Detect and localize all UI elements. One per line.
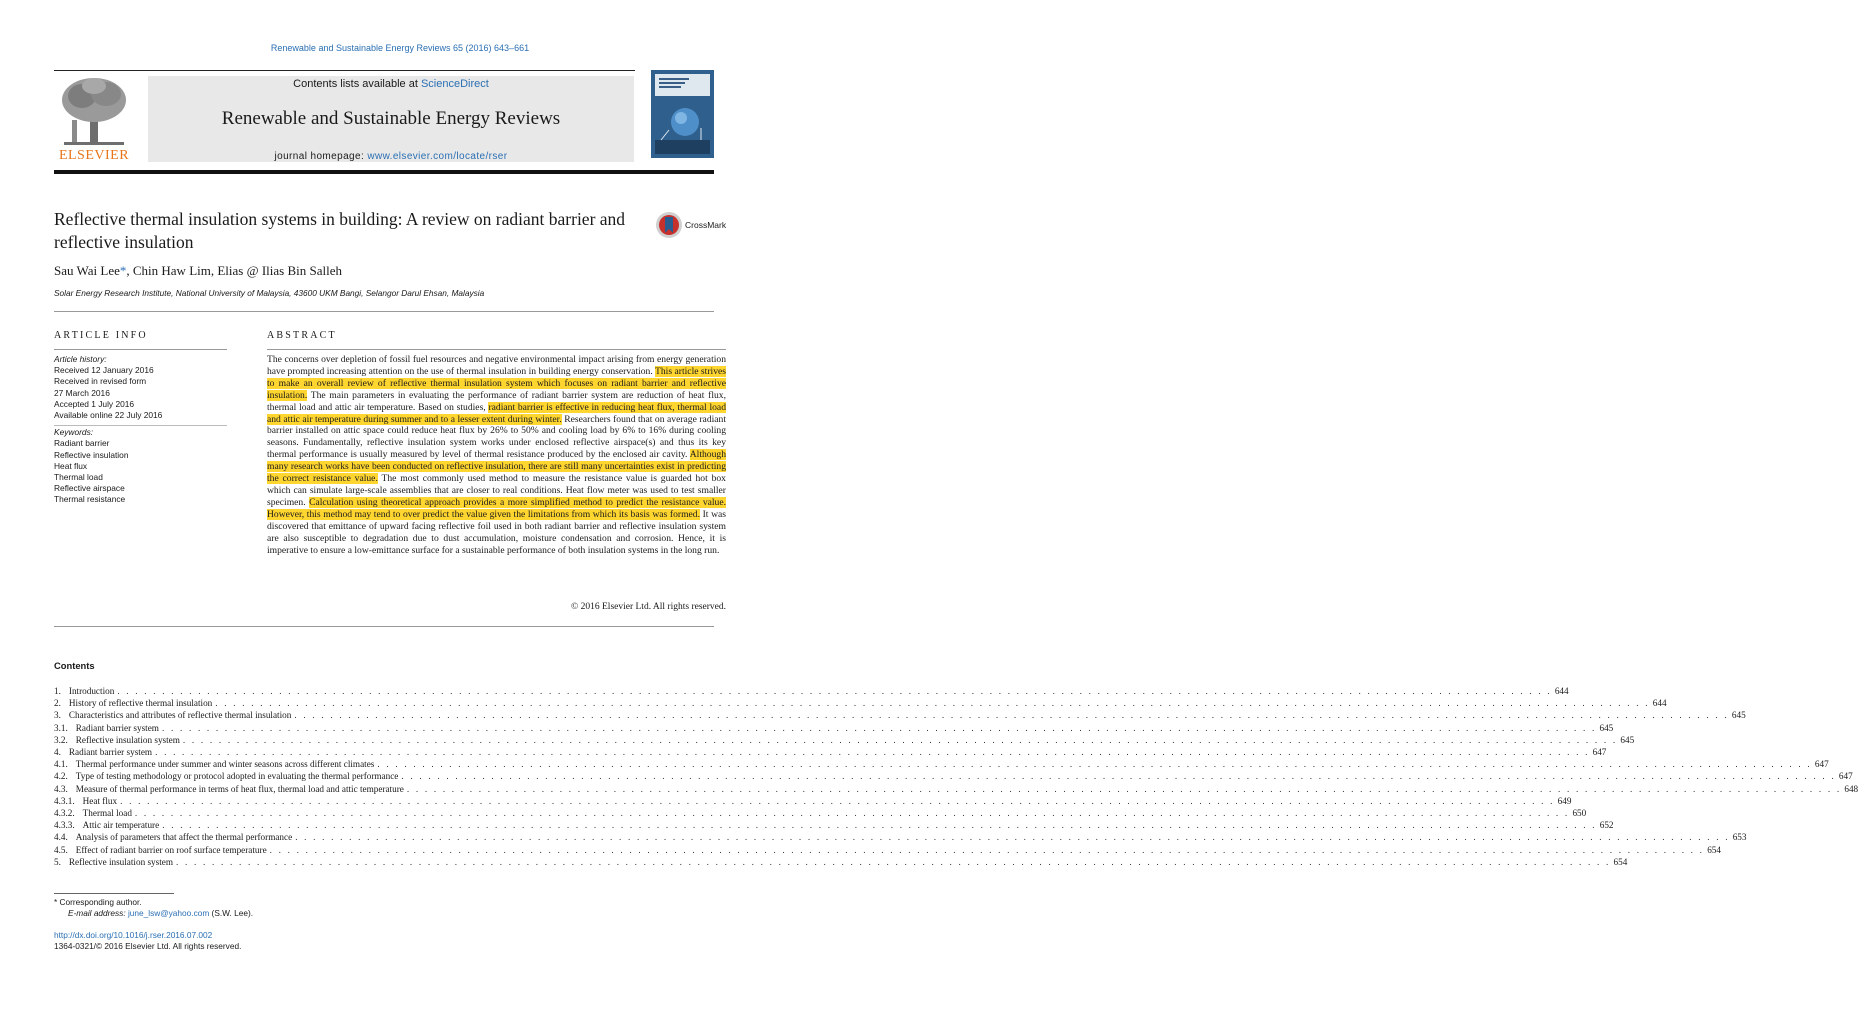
contents-heading: Contents <box>54 660 95 671</box>
crossmark-label: CrossMark <box>685 220 727 230</box>
toc-number: 4.2. <box>54 771 68 782</box>
crossmark-badge[interactable] <box>654 210 734 240</box>
corresponding-mark[interactable]: * <box>119 263 127 278</box>
abstract-passage: Researchers found that on average radiant barrier installed on attic space could reduce heat flux by 26% to 50% and cooling load by 6% to 16% during cooling seasons. Fundamentally, reflective insulation system works under enclosed reflective airspace(s) and thus its key thermal performance is usually measured by level of thermal resistance produced by the enclosed air cavity. <box>267 413 726 461</box>
toc-entry[interactable] <box>54 771 1853 783</box>
history-item: Available online 22 July 2016 <box>54 410 163 421</box>
toc-entry[interactable] <box>54 820 1614 832</box>
contents-prefix: Contents lists available at <box>293 78 421 90</box>
divider <box>54 626 714 627</box>
abstract-copyright: © 2016 Elsevier Ltd. All rights reserved. <box>571 602 726 612</box>
toc-page-number: 653 <box>1732 832 1747 843</box>
history-item: Accepted 1 July 2016 <box>54 398 135 409</box>
toc-leader-dots: . . . . . . . . . . . . . . . . . . . . . . . . . . . . . . . . . . . . . . . . . . . . . . . . . . . . . . . . . . . . . . . . . . . . . . . . . . . . . . . . . . . . . . . . . . . . . . . . . . . . . . . . . . . . . . . . . . . . . . . . . . . . . . . . . . . . . . . . . . . . . . . . . . . . . . . . . . . . . . . . <box>155 747 1590 757</box>
toc-leader-dots: . . . . . . . . . . . . . . . . . . . . . . . . . . . . . . . . . . . . . . . . . . . . . . . . . . . . . . . . . . . . . . . . . . . . . . . . . . . . . . . . . . . . . . . . . . . . . . . . . . . . . . . . . . . . . . . . . . . . . . . . . . . . . . . . . . . . . . . . . . . . . . . . . . . . . . . . . . . . . . . . <box>215 698 1650 709</box>
toc-label: Analysis of parameters that affect the thermal performance <box>75 832 293 843</box>
keyword: Reflective airspace <box>54 483 125 494</box>
header-divider <box>54 70 635 71</box>
toc-leader-dots: . . . . . . . . . . . . . . . . . . . . . . . . . . . . . . . . . . . . . . . . . . . . . . . . . . . . . . . . . . . . . . . . . . . . . . . . . . . . . . . . . . . . . . . . . . . . . . . . . . . . . . . . . . . . . . . . . . . . . . . . . . . . . . . . . . . . . . . . . . . . . . . . . . . . . . . . . . . . . . . . <box>176 856 1611 867</box>
footnote-divider <box>54 893 174 894</box>
highlighted-passage: radiant barrier is effective in reducing heat flux, thermal load and attic air temperature during summer and to a lesser extent during winter. <box>267 401 726 425</box>
toc-label: History of reflective thermal insulation <box>68 698 213 709</box>
toc-leader-dots: . . . . . . . . . . . . . . . . . . . . . . . . . . . . . . . . . . . . . . . . . . . . . . . . . . . . . . . . . . . . . . . . . . . . . . . . . . . . . . . . . . . . . . . . . . . . . . . . . . . . . . . . . . . . . . . . . . . . . . . . . . . . . . . . . . . . . . . . . . . . . . . . . . . . . . . . . . . . . . . . <box>120 795 1555 806</box>
header-thick-divider <box>54 170 714 174</box>
author-primary: Sau Wai Lee <box>54 263 120 278</box>
toc-page-number: 644 <box>1652 698 1667 709</box>
toc-leader-dots: . . . . . . . . . . . . . . . . . . . . . . . . . . . . . . . . . . . . . . . . . . . . . . . . . . . . . . . . . . . . . . . . . . . . . . . . . . . . . . . . . . . . . . . . . . . . . . . . . . . . . . . . . . . . . . . . . . . . . . . . . . . . . . . . . . . . . . . . . . . . . . . . . . . . . . . . . . . . . . . . <box>134 808 1570 818</box>
highlighted-passage: Although many research works have been conducted on reflective insulation, there are still many uncertainties exist in predicting the correct resistance value. <box>267 449 726 485</box>
toc-number: 3.2. <box>54 734 68 745</box>
toc-entry[interactable] <box>54 844 1721 857</box>
publisher-logo-text: ELSEVIER <box>58 148 130 163</box>
homepage-prefix: journal homepage: <box>274 151 368 162</box>
toc-label: Thermal performance under summer and winter seasons across different climates <box>75 759 375 770</box>
toc-number: 2. <box>54 698 61 709</box>
affiliation: Solar Energy Research Institute, National University of Malaysia, 43600 UKM Bangi, Selangor Darul Ehsan, Malaysia <box>54 288 485 298</box>
sciencedirect-link[interactable]: ScienceDirect <box>420 78 489 90</box>
footnote-mark: * <box>54 897 58 907</box>
doi-link[interactable]: http://dx.doi.org/10.1016/j.rser.2016.07.002 <box>54 930 213 940</box>
toc-page-number: 647 <box>1814 759 1829 770</box>
journal-citation[interactable]: Renewable and Sustainable Energy Reviews 65 (2016) 643–661 <box>270 43 530 53</box>
toc-entry[interactable] <box>54 698 1667 710</box>
keyword: Thermal load <box>54 472 103 483</box>
divider <box>54 425 227 426</box>
toc-page-number: 644 <box>1554 686 1569 696</box>
keyword: Thermal resistance <box>54 494 126 505</box>
toc-page-number: 645 <box>1620 734 1635 745</box>
toc-leader-dots: . . . . . . . . . . . . . . . . . . . . . . . . . . . . . . . . . . . . . . . . . . . . . . . . . . . . . . . . . . . . . . . . . . . . . . . . . . . . . . . . . . . . . . . . . . . . . . . . . . . . . . . . . . . . . . . . . . . . . . . . . . . . . . . . . . . . . . . . . . . . . . . . . . . . . . . . . . . . . . . . <box>117 686 1552 696</box>
toc-label: Type of testing methodology or protocol adopted in evaluating the thermal performance <box>75 771 399 782</box>
toc-entry[interactable] <box>54 722 1614 735</box>
toc-number: 3. <box>54 710 61 721</box>
toc-page-number: 654 <box>1613 856 1628 867</box>
divider <box>267 349 726 350</box>
toc-number: 3.1. <box>54 722 68 733</box>
toc-leader-dots: . . . . . . . . . . . . . . . . . . . . . . . . . . . . . . . . . . . . . . . . . . . . . . . . . . . . . . . . . . . . . . . . . . . . . . . . . . . . . . . . . . . . . . . . . . . . . . . . . . . . . . . . . . . . . . . . . . . . . . . . . . . . . . . . . . . . . . . . . . . . . . . . . . . . . . . . . . . . . . . . <box>269 844 1705 855</box>
toc-page-number: 652 <box>1599 820 1614 831</box>
highlighted-passage: Calculation using theoretical approach provides a more simplified method to predict the resistance value. However, this method may tend to over predict the value given the limitations from which its basis was formed. <box>267 496 726 520</box>
toc-entry[interactable] <box>54 710 1746 722</box>
email-link[interactable]: june_lsw@yahoo.com <box>127 908 210 918</box>
toc-page-number: 649 <box>1557 795 1572 806</box>
author-list <box>54 263 342 279</box>
toc-number: 4.3.1. <box>54 795 75 806</box>
toc-label: Radiant barrier system <box>68 747 153 757</box>
abstract-passage: The main parameters in evaluating the performance of radiant barrier system are reduction of heat flux, thermal load and attic air temperature. Based on studies, <box>267 389 726 413</box>
article-title: Reflective thermal insulation systems in building: A review on radiant barrier and reflective insulation <box>54 209 626 252</box>
divider <box>54 311 714 312</box>
email-label: E-mail address: <box>68 908 128 918</box>
footnote <box>54 897 253 919</box>
toc-label: Reflective insulation system <box>68 856 173 867</box>
toc-page-number: 645 <box>1599 722 1614 733</box>
toc-entry[interactable] <box>54 759 1829 771</box>
toc-label: Measure of thermal performance in terms of heat flux, thermal load and attic temperature <box>75 783 404 794</box>
toc-number: 4.3.3. <box>54 820 75 831</box>
toc-number: 4.4. <box>54 832 68 843</box>
toc-entry[interactable] <box>54 795 1572 808</box>
toc-page-number: 654 <box>1707 844 1721 855</box>
history-label: Article history: <box>54 354 107 364</box>
doi-block <box>54 930 241 952</box>
toc-label: Attic air temperature <box>82 820 160 831</box>
journal-title: Renewable and Sustainable Energy Reviews <box>221 108 561 129</box>
abstract-passage: The concerns over depletion of fossil fuel resources and negative environmental impact arising from energy generation have prompted increasing attention on the use of thermal insulation in building energy conservation. <box>267 354 726 377</box>
toc-page-number: 648 <box>1844 783 1858 794</box>
keywords-label: Keywords: <box>54 427 94 438</box>
article-info <box>54 354 229 506</box>
journal-cover-thumbnail <box>651 70 714 158</box>
toc-number: 1. <box>54 686 61 696</box>
divider <box>54 349 227 350</box>
history-item: Received in revised form <box>54 376 147 387</box>
email-suffix: (S.W. Lee). <box>209 908 254 918</box>
toc-number: 5. <box>54 856 61 867</box>
toc-leader-dots: . . . . . . . . . . . . . . . . . . . . . . . . . . . . . . . . . . . . . . . . . . . . . . . . . . . . . . . . . . . . . . . . . . . . . . . . . . . . . . . . . . . . . . . . . . . . . . . . . . . . . . . . . . . . . . . . . . . . . . . . . . . . . . . . . . . . . . . . . . . . . . . . . . . . . . . . . . . . . . . . <box>162 820 1597 831</box>
keyword: Heat flux <box>54 460 88 471</box>
toc-leader-dots: . . . . . . . . . . . . . . . . . . . . . . . . . . . . . . . . . . . . . . . . . . . . . . . . . . . . . . . . . . . . . . . . . . . . . . . . . . . . . . . . . . . . . . . . . . . . . . . . . . . . . . . . . . . . . . . . . . . . . . . . . . . . . . . . . . . . . . . . . . . . . . . . . . . . . . . . . . . . . . . . <box>401 771 1836 782</box>
toc-label: Reflective insulation system <box>75 734 180 745</box>
contents-availability <box>148 78 634 90</box>
corresponding-author-note: Corresponding author. <box>57 897 142 907</box>
toc-leader-dots: . . . . . . . . . . . . . . . . . . . . . . . . . . . . . . . . . . . . . . . . . . . . . . . . . . . . . . . . . . . . . . . . . . . . . . . . . . . . . . . . . . . . . . . . . . . . . . . . . . . . . . . . . . . . . . . . . . . . . . . . . . . . . . . . . . . . . . . . . . . . . . . . . . . . . . . . . . . . . . . . <box>294 710 1729 721</box>
homepage-link[interactable]: www.elsevier.com/locate/rser <box>367 151 508 162</box>
history-item: Received 12 January 2016 <box>54 365 154 376</box>
toc-leader-dots: . . . . . . . . . . . . . . . . . . . . . . . . . . . . . . . . . . . . . . . . . . . . . . . . . . . . . . . . . . . . . . . . . . . . . . . . . . . . . . . . . . . . . . . . . . . . . . . . . . . . . . . . . . . . . . . . . . . . . . . . . . . . . . . . . . . . . . . . . . . . . . . . . . . . . . . . . . . . . . . . <box>406 783 1842 794</box>
toc-leader-dots: . . . . . . . . . . . . . . . . . . . . . . . . . . . . . . . . . . . . . . . . . . . . . . . . . . . . . . . . . . . . . . . . . . . . . . . . . . . . . . . . . . . . . . . . . . . . . . . . . . . . . . . . . . . . . . . . . . . . . . . . . . . . . . . . . . . . . . . . . . . . . . . . . . . . . . . . . . . . . . . . <box>161 722 1597 733</box>
toc-page-number: 647 <box>1592 747 1607 757</box>
toc-entry[interactable] <box>54 734 1635 747</box>
toc-leader-dots: . . . . . . . . . . . . . . . . . . . . . . . . . . . . . . . . . . . . . . . . . . . . . . . . . . . . . . . . . . . . . . . . . . . . . . . . . . . . . . . . . . . . . . . . . . . . . . . . . . . . . . . . . . . . . . . . . . . . . . . . . . . . . . . . . . . . . . . . . . . . . . . . . . . . . . . . . . . . . . . . <box>377 759 1812 770</box>
toc-entry[interactable] <box>54 747 1607 759</box>
issn-line: 1364-0321/© 2016 Elsevier Ltd. All rights reserved. <box>54 941 242 951</box>
abstract-text <box>267 354 726 556</box>
abstract-passage: The most commonly used method to measure the resistance value is guarded hot box which can simulate large-scale assemblies that are closer to real conditions. Heat flow meter was used to test smaller specimen. <box>267 473 726 508</box>
history-item: 27 March 2016 <box>54 387 110 398</box>
keyword: Reflective insulation <box>54 449 129 460</box>
toc-label: Heat flux <box>82 795 118 806</box>
toc-page-number: 650 <box>1572 808 1587 818</box>
journal-homepage <box>148 151 634 162</box>
toc-page-number: 647 <box>1838 771 1853 782</box>
toc-number: 4.5. <box>54 844 68 855</box>
author-others: , Chin Haw Lim, Elias @ Ilias Bin Salleh <box>126 263 342 278</box>
toc-entry[interactable] <box>54 686 1569 698</box>
toc-number: 4. <box>54 747 61 757</box>
toc-number: 4.1. <box>54 759 68 770</box>
toc-label: Radiant barrier system <box>75 722 159 733</box>
toc-entry[interactable] <box>54 856 1628 869</box>
toc-leader-dots: . . . . . . . . . . . . . . . . . . . . . . . . . . . . . . . . . . . . . . . . . . . . . . . . . . . . . . . . . . . . . . . . . . . . . . . . . . . . . . . . . . . . . . . . . . . . . . . . . . . . . . . . . . . . . . . . . . . . . . . . . . . . . . . . . . . . . . . . . . . . . . . . . . . . . . . . . . . . . . . . <box>295 832 1730 843</box>
crossmark-icon <box>654 210 684 240</box>
toc-label: Effect of radiant barrier on roof surface temperature <box>75 844 267 855</box>
toc-entry[interactable] <box>54 832 1747 844</box>
keyword: Radiant barrier <box>54 438 110 449</box>
article-info-heading: ARTICLE INFO <box>54 330 148 341</box>
toc-label: Introduction <box>68 686 115 696</box>
highlighted-passage: This article strives to make an overall review of reflective thermal insulation system which focuses on radiant barrier and reflective insulation. <box>267 365 726 401</box>
toc-page-number: 645 <box>1731 710 1746 721</box>
toc-label: Characteristics and attributes of reflective thermal insulation <box>68 710 292 721</box>
toc-leader-dots: . . . . . . . . . . . . . . . . . . . . . . . . . . . . . . . . . . . . . . . . . . . . . . . . . . . . . . . . . . . . . . . . . . . . . . . . . . . . . . . . . . . . . . . . . . . . . . . . . . . . . . . . . . . . . . . . . . . . . . . . . . . . . . . . . . . . . . . . . . . . . . . . . . . . . . . . . . . . . . . . <box>182 734 1618 745</box>
abstract-heading: ABSTRACT <box>267 330 337 341</box>
toc-label: Thermal load <box>82 808 132 818</box>
abstract-passage: It was discovered that emittance of upward facing reflective foil used in both radiant barrier and reflective insulation system are also susceptible to degradation due to dust accumulation, moisture condensation and corrosion. Hence, it is imperative to ensure a low-emittance surface for a sustainable performance of both insulation systems in the long run. <box>267 508 727 556</box>
toc-number: 4.3. <box>54 783 68 794</box>
toc-entry[interactable] <box>54 783 1858 796</box>
toc-entry[interactable] <box>54 808 1587 820</box>
toc-number: 4.3.2. <box>54 808 75 818</box>
